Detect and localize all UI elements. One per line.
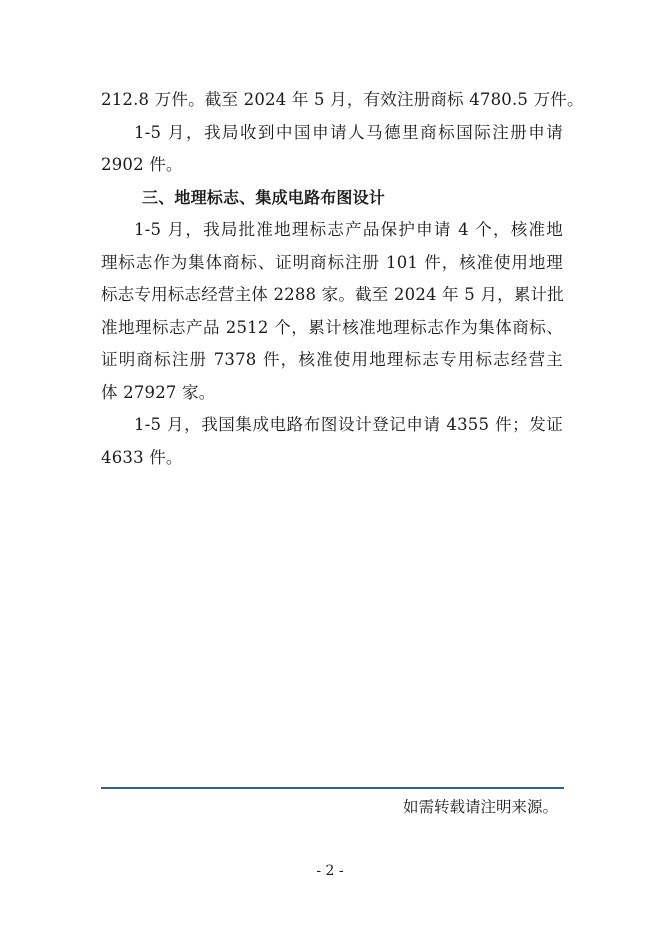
paragraph-line-7: 标志专用标志经营主体 2288 家。截至 2024 年 5 月，累计批 — [101, 285, 564, 304]
paragraph-line-1: 212.8 万件。截至 2024 年 5 月，有效注册商标 4780.5 万件。 — [101, 90, 584, 109]
paragraph-line-5: 1-5 月，我局批准地理标志产品保护申请 4 个，核准地 — [134, 220, 563, 239]
paragraph-line-11: 1-5 月，我国集成电路布图设计登记申请 4355 件；发证 — [134, 415, 563, 434]
reprint-note: 如需转载请注明来源。 — [402, 798, 558, 816]
paragraph-line-10: 体 27927 家。 — [101, 382, 216, 402]
paragraph-line-8: 准地理标志产品 2512 个，累计核准地理标志作为集体商标、 — [101, 317, 563, 337]
section-heading: 三、地理标志、集成电路布图设计 — [142, 187, 386, 207]
paragraph-line-3: 2902 件。 — [101, 155, 183, 174]
paragraph-line-9: 证明商标注册 7378 件，核准使用地理标志专用标志经营主 — [101, 350, 563, 369]
paragraph-line-2: 1-5 月，我局收到中国申请人马德里商标国际注册申请 — [134, 122, 563, 142]
footer-divider — [101, 787, 564, 789]
document-body — [101, 84, 584, 474]
paragraph-line-12: 4633 件。 — [101, 447, 183, 467]
page-number: - 2 - — [316, 863, 344, 879]
paragraph-line-6: 理标志作为集体商标、证明商标注册 101 件，核准使用地理 — [101, 252, 563, 272]
